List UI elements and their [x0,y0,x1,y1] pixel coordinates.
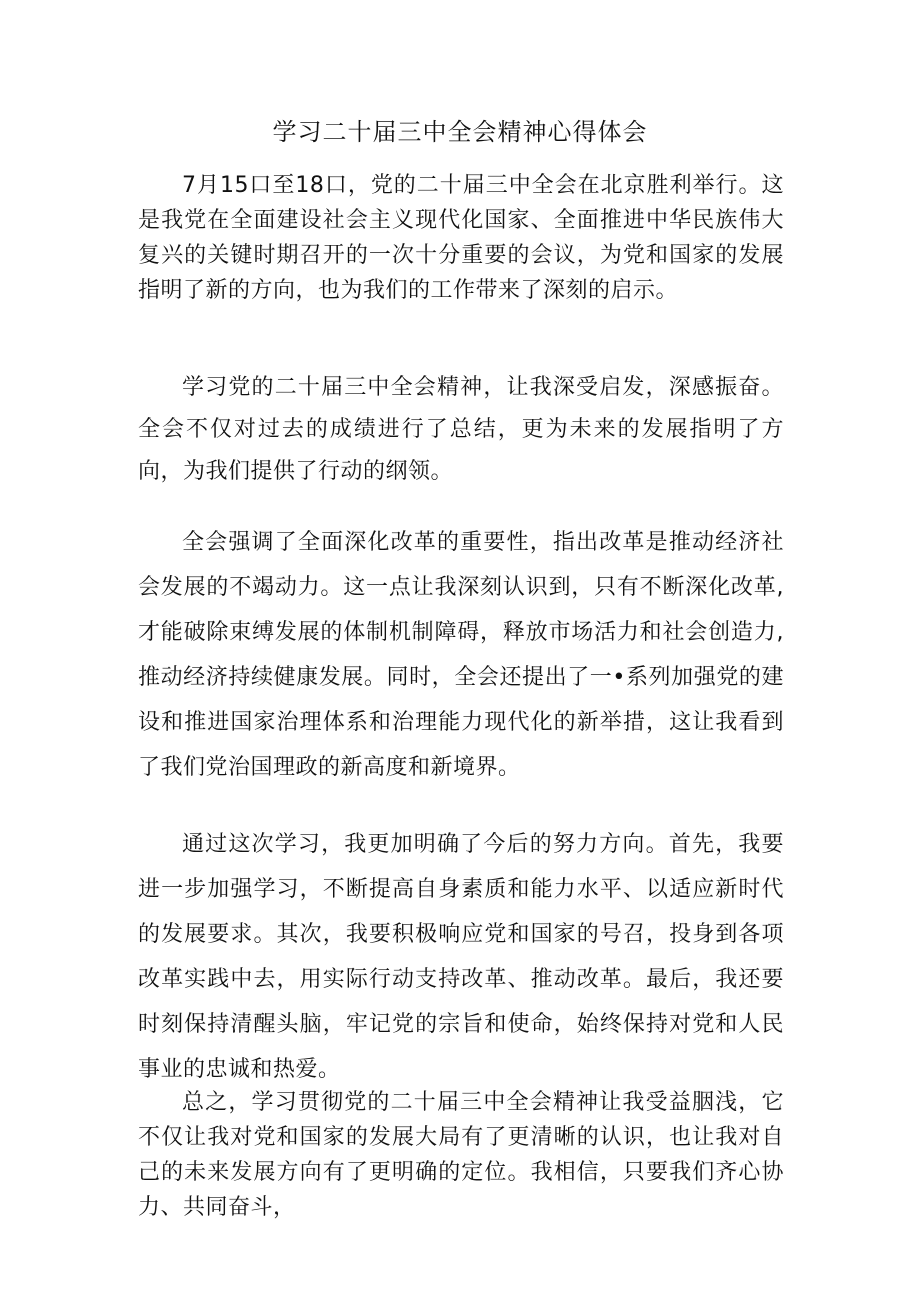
paragraph-3: 全会强调了全面深化改革的重要性，指出改革是推动经济社会发展的不竭动力。这一点让我深刻认识到，只有不断深化改革,才能破除束缚发展的体制机制障碍，释放市场活力和社会创造力,推动经济持续健康发展。同时，全会还提出了一•系列加强党的建设和推进国家治理体系和治理能力现代化的新举措，这让我看到了我们党治国理政的新高度和新境界。 [138,530,784,780]
document-title: 学习二十届三中全会精神心得体会 [272,118,648,146]
paragraph-2: 学习党的二十届三中全会精神，让我深受启发，深感振奋。全会不仅对过去的成绩进行了总结，更为未来的发展指明了方向，为我们提供了行动的纲领。 [138,375,784,484]
paragraph-1: 7月15口至18口，党的二十届三中全会在北京胜利举行。这是我党在全面建设社会主义现代化国家、全面推进中华民族伟大复兴的关键时期召开的一次十分重要的会议，为党和国家的发展指明了新的方向，也为我们的工作带来了深刻的启示。 [138,173,784,303]
paragraph-5: 总之，学习贯彻党的二十届三中全会精神让我受益胭浅，它不仅让我对党和国家的发展大局有了更清晰的认识，也让我对自己的未来发展方向有了更明确的定位。我相信，只要我们齐心协力、共同奋斗， [138,1090,784,1220]
paragraph-4: 通过这次学习，我更加明确了今后的努力方向。首先，我要进一步加强学习，不断提高自身素质和能力水平、以适应新时代的发展要求。其次，我要积极响应党和国家的号召，投身到各项改革实践中去，用实际行动支持改革、推动改革。最后，我还要时刻保持清醒头脑，牢记党的宗旨和使命，始终保持对党和人民事业的忠诚和热爱。 [138,832,784,1082]
